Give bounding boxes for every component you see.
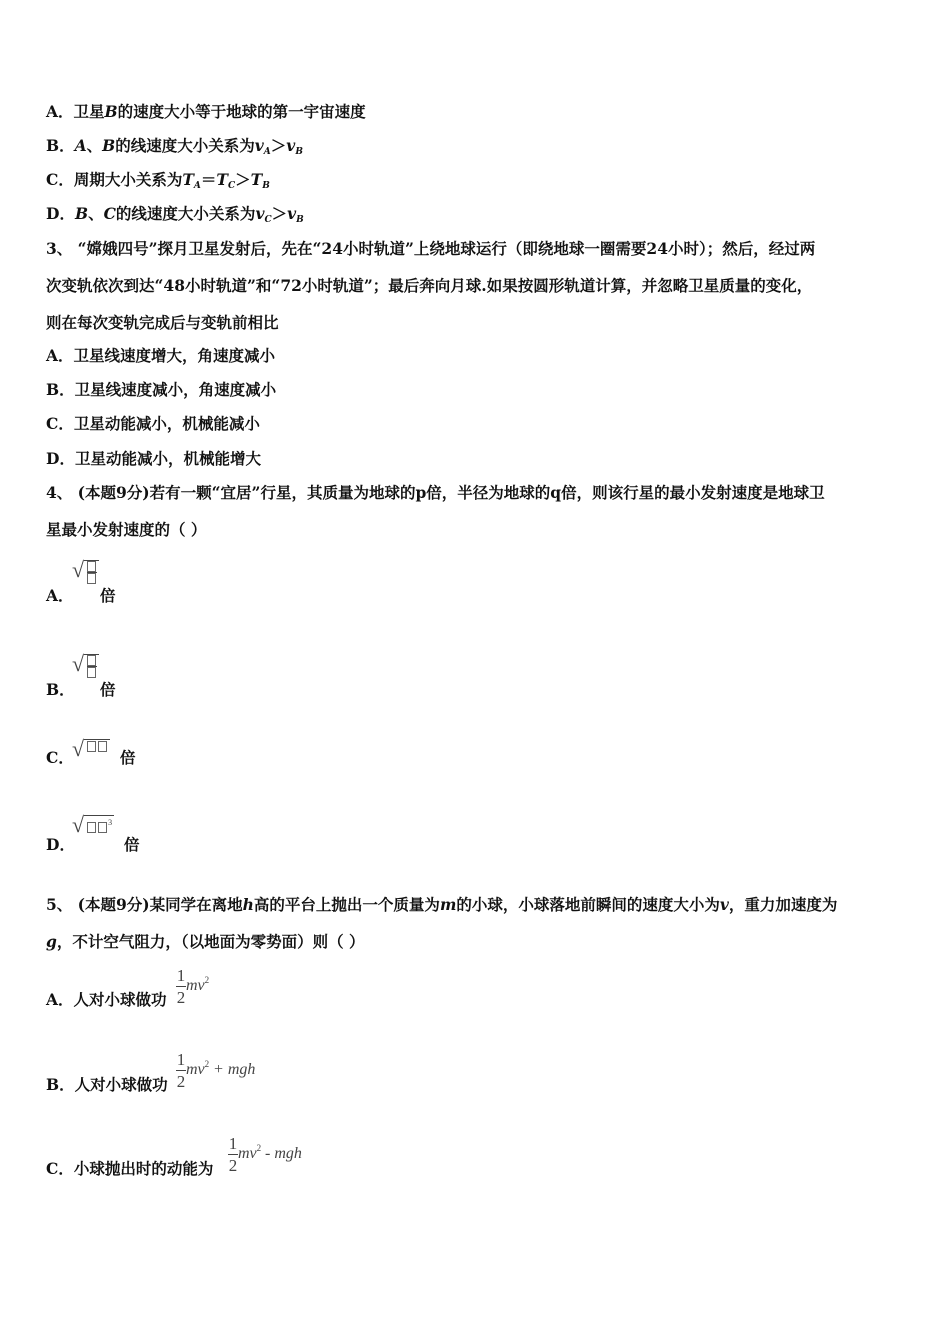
q3-stem-line-3: 则在每次变轨完成后与变轨前相比 [46,313,279,332]
q5-option-c: C．小球抛出时的动能为 [46,1159,214,1178]
q3-option-c: C．卫星动能减小，机械能减小 [46,414,260,433]
q3-option-b: B．卫星线速度减小，角速度减小 [46,380,277,399]
q4-option-a-formula [72,557,99,584]
q2-option-a: A．卫星B的速度大小等于地球的第一宇宙速度 [46,102,366,121]
q3-option-d: D．卫星动能减小，机械能增大 [46,449,261,468]
q4-option-b-label: B． [46,680,75,699]
q3-stem-line-1: 3、 “嫦娥四号”探月卫星发射后，先在“24小时轨道”上绕地球运行（即绕地球一圈需要24小时）；然后，经过两 [46,239,816,258]
q4-option-d-unit: 倍 [124,835,140,854]
q3-option-a: A．卫星线速度增大，角速度减小 [46,346,276,365]
q4-option-c-label: C． [46,748,74,767]
sqrt-fraction-icon: √ [72,557,99,584]
q2-option-b: B．A、B的线速度大小关系为$v_A>v_B$ [46,136,303,157]
q4-option-b-formula [72,651,99,678]
q4-option-c-unit: 倍 [120,748,136,767]
q5-option-a-formula: $\frac{1}{2}$ $mv^2$ [176,966,210,1007]
q4-option-a-unit: 倍 [100,586,116,605]
q5-option-b: B．人对小球做功 [46,1075,168,1094]
q3-stem-line-2: 次变轨依次到达“48小时轨道”和“72小时轨道”；最后奔向月球.如果按圆形轨道计算，并忽略卫星质量的变化， [46,276,813,295]
sqrt-fraction-icon: √ [72,651,99,678]
sqrt-power-icon: √ $^3$ [72,812,113,837]
fraction: $\frac{1}{2}$ [228,1134,238,1175]
q4-option-d-formula [72,812,114,838]
fraction: $\frac{1}{2}$ [176,1050,186,1091]
q4-stem-line-2: 星最小发射速度的（ ） [46,520,207,539]
q5-stem-line-2: g，不计空气阻力，（以地面为零势面）则（ ） [46,932,365,951]
q2-option-d: D．B、C的线速度大小关系为$v_C>v_B$ [46,204,304,225]
q5-option-b-formula: $\frac{1}{2}$ $mv^2$ + mgh [176,1050,256,1091]
q5-option-a: A．人对小球做功 [46,990,167,1009]
q4-option-a-label: A． [46,586,74,605]
q4-option-c-formula [72,736,110,762]
q2-option-c: C．周期大小关系为$T_A=T_C>T_B$ [46,170,270,191]
fraction: $\frac{1}{2}$ [176,966,186,1007]
q5-option-c-formula: $\frac{1}{2}$ $mv^2$ - mgh [228,1134,302,1175]
sqrt-product-icon: √ [72,736,110,762]
q4-option-b-unit: 倍 [100,680,116,699]
q4-option-d-label: D． [46,835,75,854]
q4-stem-line-1: 4、 (本题9分)若有一颗“宜居”行星，其质量为地球的p倍，半径为地球的q倍，则该行星的最小发射速度是地球卫 [46,483,825,502]
q5-stem-line-1: 5、 (本题9分)某同学在离地h高的平台上抛出一个质量为m的小球，小球落地前瞬间的速度大小为v，重力加速度为 [46,895,838,914]
